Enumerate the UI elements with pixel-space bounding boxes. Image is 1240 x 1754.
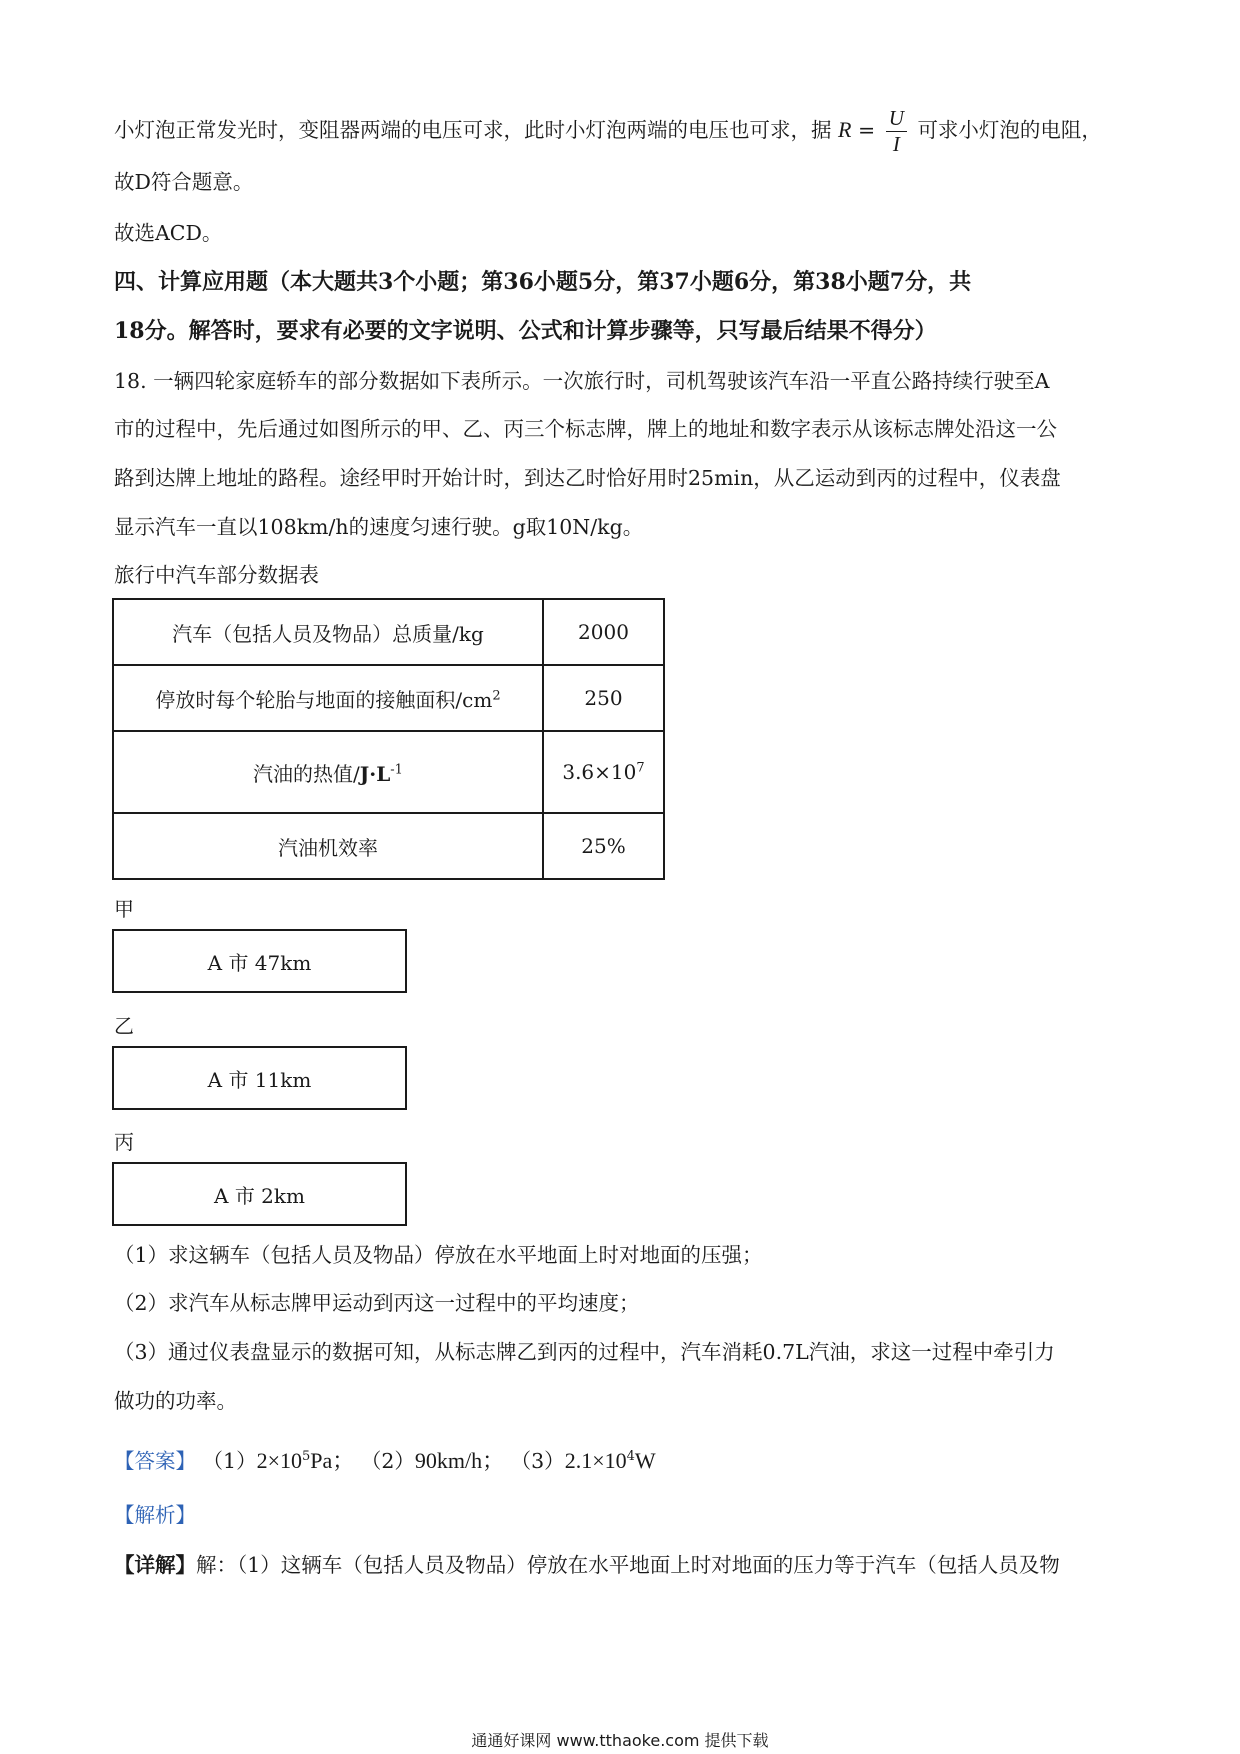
table-cell-key: 汽车（包括人员及物品）总质量/kg <box>113 599 543 665</box>
question-1: （1）求这辆车（包括人员及物品）停放在水平地面上时对地面的压强； <box>114 1243 763 1267</box>
superscript: 5 <box>302 1449 311 1464</box>
answer-line <box>114 1442 656 1476</box>
sign-label-bing: 丙 <box>114 1130 134 1154</box>
cell-text: 汽油的热值/ <box>253 761 360 786</box>
problem-line-3: 路到达牌上地址的路程。途经甲时开始计时，到达乙时恰好用时25min，从乙运动到丙的过程中，仪表盘 <box>114 466 1061 490</box>
question-2: （2）求汽车从标志牌甲运动到丙这一过程中的平均速度； <box>114 1291 640 1315</box>
formula-variable-r: R <box>838 117 852 142</box>
text-span: 小灯泡正常发光时，变阻器两端的电压可求，此时小灯泡两端的电压也可求，据 <box>114 118 832 142</box>
question-3-line-2: 做功的功率。 <box>114 1389 237 1413</box>
answer-part-label: （2） <box>360 1448 415 1473</box>
table-cell-key <box>113 665 543 731</box>
detail-text: 解：（1）这辆车（包括人员及物品）停放在水平地面上时对地面的压力等于汽车（包括人员及物 <box>196 1553 1060 1577</box>
unit-text: J·L <box>359 761 391 786</box>
cell-text: 停放时每个轮胎与地面的接触面积/cm <box>155 687 493 712</box>
table-cell-key: 汽油机效率 <box>113 813 543 879</box>
problem-line-2: 市的过程中，先后通过如图所示的甲、乙、丙三个标志牌，牌上的地址和数字表示从该标志牌处沿这一公 <box>114 417 1057 441</box>
problem-line-1: 18. 一辆四轮家庭轿车的部分数据如下表所示。一次旅行时，司机驾驶该汽车沿一平直公路持续行驶至A <box>114 369 1050 393</box>
table-cell-value <box>543 731 664 813</box>
car-data-table <box>112 598 665 880</box>
section-heading-line-1: 四、计算应用题（本大题共3个小题；第36小题5分，第37小题6分，第38小题7分，共 <box>114 269 972 295</box>
table-cell-key <box>113 731 543 813</box>
page-footer: 通通好课网 www.tthaoke.com 提供下载 <box>471 1731 769 1750</box>
sign-label-yi: 乙 <box>114 1014 134 1038</box>
superscript: 2 <box>492 687 501 703</box>
answer-unit: W <box>634 1447 656 1473</box>
table-cell-value: 250 <box>543 665 664 731</box>
answer-unit: Pa； <box>310 1447 355 1473</box>
text-line-1 <box>114 108 1102 155</box>
table-row <box>113 731 664 813</box>
answer-part-label: （1） <box>202 1448 257 1473</box>
fraction-denominator: I <box>892 132 900 156</box>
superscript: 7 <box>636 760 645 776</box>
road-sign-yi: A 市 11km <box>112 1046 407 1110</box>
table-cell-value: 2000 <box>543 599 664 665</box>
answer-tag: 【答案】 <box>114 1448 196 1473</box>
text-span: 可求小灯泡的电阻， <box>917 118 1102 142</box>
table-row <box>113 813 664 879</box>
cell-text: 3.6×10 <box>562 760 637 784</box>
answer-value: 2×10 <box>256 1447 302 1473</box>
detail-line <box>114 1550 1060 1580</box>
answer-value: 90km/h； <box>414 1447 505 1473</box>
table-row <box>113 665 664 731</box>
road-sign-bing: A 市 2km <box>112 1162 407 1226</box>
fraction-numerator: U <box>886 108 907 132</box>
equals-sign: = <box>858 118 876 142</box>
table-title: 旅行中汽车部分数据表 <box>114 563 319 587</box>
text-line-3: 故选ACD。 <box>114 221 223 245</box>
answer-part-label: （3） <box>510 1448 565 1473</box>
table-cell-value: 25% <box>543 813 664 879</box>
question-3-line-1: （3）通过仪表盘显示的数据可知，从标志牌乙到丙的过程中，汽车消耗0.7L汽油，求这一过程中牵引力 <box>114 1340 1055 1364</box>
analysis-tag: 【解析】 <box>114 1503 196 1527</box>
sign-label-jia: 甲 <box>114 897 134 921</box>
table-row <box>113 599 664 665</box>
section-heading-line-2: 18分。解答时，要求有必要的文字说明、公式和计算步骤等，只写最后结果不得分） <box>114 318 937 344</box>
road-sign-jia: A 市 47km <box>112 929 407 993</box>
fraction-u-over-i <box>886 108 907 155</box>
superscript: -1 <box>390 761 403 777</box>
problem-line-4: 显示汽车一直以108km/h的速度匀速行驶。g取10N/kg。 <box>114 515 644 539</box>
answer-value: 2.1×10 <box>564 1447 627 1473</box>
text-line-2: 故D符合题意。 <box>114 170 254 194</box>
superscript: 4 <box>626 1449 635 1464</box>
detail-tag: 【详解】 <box>114 1553 196 1577</box>
